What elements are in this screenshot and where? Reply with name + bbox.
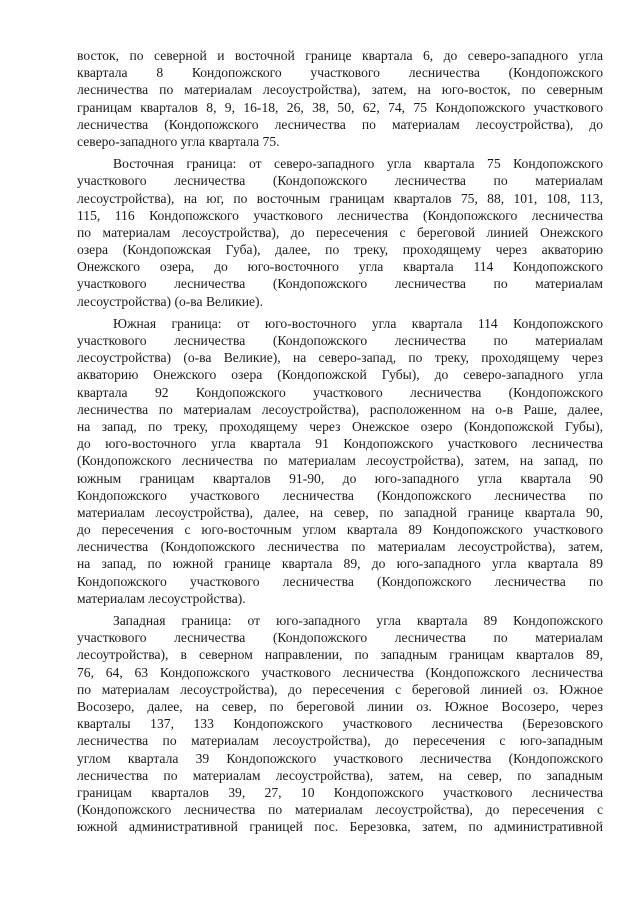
paragraph-continuation bbox=[77, 47, 603, 150]
text-line: (Кондопожского лесничества по материалам лесоустройства), до пересечения с bbox=[77, 802, 603, 818]
text-line: углом квартала 39 Кондопожского участкового лесничества (Кондопожского bbox=[77, 750, 603, 766]
text-line: южной административной границей пос. Березовка, затем, по административной bbox=[77, 819, 603, 835]
text-line: лесничества по материалам лесоустройства), затем, на север, по западным bbox=[77, 767, 603, 783]
text-line: лесоустройства) (о-ва Великие). bbox=[77, 293, 263, 309]
paragraph-southern-border bbox=[77, 315, 603, 607]
text-line: на запад, по треку, проходящему через Онежское озеро (Кондопожской Губы), bbox=[77, 418, 603, 434]
text-line: участкового лесничества (Кондопожского лесничества по материалам bbox=[77, 173, 603, 189]
text-line: кварталы 137, 133 Кондопожского участкового лесничества (Березовского bbox=[77, 716, 603, 732]
text-line: на запад, по южной границе квартала 89, до юго-западного угла квартала 89 bbox=[77, 556, 603, 572]
text-line: Западная граница: от юго-западного угла квартала 89 Кондопожского bbox=[113, 613, 603, 628]
text-line: Кондопожского участкового лесничества (Кондопожского лесничества по bbox=[77, 487, 603, 503]
text-line: лесничества (Кондопожского лесничества по материалам лесоустройства), затем, bbox=[77, 539, 603, 555]
text-line: участкового лесничества (Кондопожского лесничества по материалам bbox=[77, 333, 603, 348]
text-line: до пересечения с юго-восточным углом квартала 89 Кондопожского участкового bbox=[77, 522, 603, 538]
text-line: Восточная граница: от северо-западного угла квартала 75 Кондопожского bbox=[113, 156, 603, 172]
text-line: южным границам кварталов 91-90, до юго-западного угла квартала 90 bbox=[77, 470, 603, 486]
text-line: акваторию Онежского озера (Кондопожской Губы), до северо-западного угла bbox=[77, 367, 603, 383]
text-line: лесничества по материалам лесоустройства), затем, на юго-восток, по северным bbox=[77, 82, 603, 98]
text-line: северо-западного угла квартала 75. bbox=[77, 133, 280, 149]
text-line: лесоустройства), на юг, по восточным границам кварталов 75, 88, 101, 108, 113, bbox=[77, 190, 603, 206]
document-page bbox=[77, 47, 603, 840]
text-line: по материалам лесоустройства), до пересечения с береговой линией оз. Южное bbox=[77, 681, 603, 697]
text-line: 76, 64, 63 Кондопожского участкового лесничества (Кондопожского лесничества bbox=[77, 664, 603, 680]
text-line: лесничества по материалам лесоустройства), до пересечения с юго-западным bbox=[77, 733, 603, 749]
text-line: Онежского озера, до юго-восточного угла квартала 114 Кондопожского bbox=[77, 259, 603, 275]
text-line: Южная граница: от юго-восточного угла квартала 114 Кондопожского bbox=[113, 315, 603, 331]
text-line: участкового лесничества (Кондопожского лесничества по материалам bbox=[77, 630, 603, 646]
text-line: (Кондопожского лесничества по материалам лесоустройства), затем, на запад, по bbox=[77, 453, 603, 469]
text-line: до юго-восточного угла квартала 91 Кондопожского участкового лесничества bbox=[77, 436, 603, 452]
text-line: лесоустройства) (о-ва Великие), на северо-запад, по треку, проходящему через bbox=[77, 350, 603, 366]
text-line: границам кварталов 8, 9, 16-18, 26, 38, 50, 62, 74, 75 Кондопожского участкового bbox=[77, 99, 603, 115]
text-line: по материалам лесоустройства), до пересечения с береговой линией Онежского bbox=[77, 224, 603, 240]
paragraph-eastern-border bbox=[77, 155, 603, 310]
text-line: лесничества по материалам лесоустройства), расположенном на о-в Раше, далее, bbox=[77, 401, 603, 417]
text-line: квартала 92 Кондопожского участкового лесничества (Кондопожского bbox=[77, 384, 603, 400]
text-line: материалам лесоустройства). bbox=[77, 590, 246, 606]
text-line: Восозеро, далее, на север, по береговой линии оз. Южное Восозеро, через bbox=[77, 698, 603, 714]
text-line: квартала 8 Кондопожского участкового лесничества (Кондопожского bbox=[77, 65, 603, 81]
text-line: озера (Кондопожская Губа), далее, по треку, проходящему через акваторию bbox=[77, 242, 603, 258]
text-line: границам кварталов 39, 27, 10 Кондопожского участкового лесничества bbox=[77, 784, 603, 800]
text-line: лесоутройства), в северном направлении, по западным границам кварталов 89, bbox=[77, 647, 603, 663]
text-line: 115, 116 Кондопожского участкового лесничества (Кондопожского лесничества bbox=[77, 207, 603, 223]
text-line: участкового лесничества (Кондопожского лесничества по материалам bbox=[77, 276, 603, 292]
text-line: Кондопожского участкового лесничества (Кондопожского лесничества по bbox=[77, 573, 603, 589]
text-line: восток, по северной и восточной границе квартала 6, до северо-западного угла bbox=[77, 48, 603, 63]
text-line: лесничества (Кондопожского лесничества по материалам лесоустройства), до bbox=[77, 116, 603, 132]
text-line: материалам лесоустройства), далее, на север, по западной границе квартала 90, bbox=[77, 504, 603, 520]
paragraph-western-border bbox=[77, 612, 603, 835]
